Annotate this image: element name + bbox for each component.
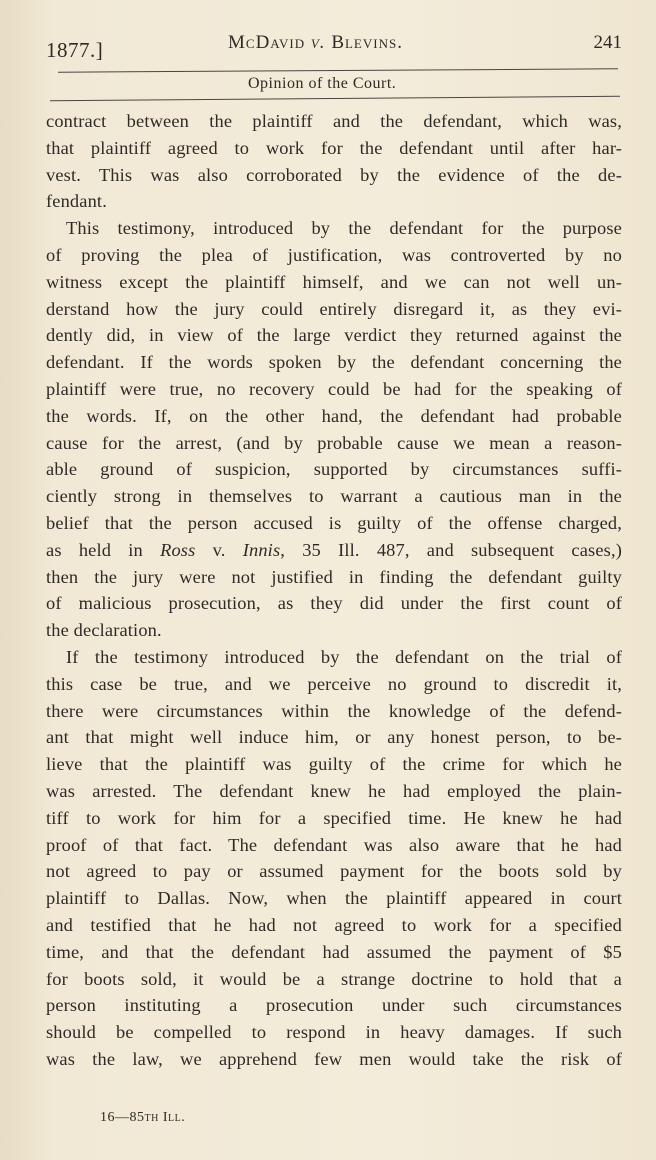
case-title-right: Blevins. [331, 32, 403, 53]
text-line: that plaintiff agreed to work for the defendant until after har- [46, 137, 622, 158]
case-title-left: McDavid [228, 32, 306, 53]
text-line: derstand how the jury could entirely disregard it, as they evi- [46, 298, 622, 319]
text-line: This testimony, introduced by the defendant for the purpose [66, 218, 622, 239]
text-line: of malicious prosecution, as they did under the first count of [46, 593, 622, 614]
section-subheading: Opinion of the Court. [248, 75, 397, 92]
text-line: fendant. [46, 191, 107, 212]
text-line: for boots sold, it would be a strange doctrine to hold that a [46, 968, 622, 989]
header-rule-top [58, 68, 618, 72]
text-line: contract between the plaintiff and the defendant, which was, [46, 111, 622, 131]
text-line: and testified that he had not agreed to work for a specified [46, 914, 622, 935]
case-title [228, 32, 403, 54]
signature-footer: 16—85th Ill. [100, 1110, 186, 1125]
text-line: was arrested. The defendant knew he had employed the plain- [46, 780, 622, 801]
text-line: belief that the person accused is guilty of the offense charged, [46, 512, 622, 533]
running-header [46, 30, 622, 60]
text-line: person instituting a prosecution under such circumstances [46, 995, 622, 1016]
case-title-vs: v. [310, 32, 326, 53]
text-line: able ground of suspicion, supported by circumstances suffi- [46, 459, 622, 480]
text-line: vest. This was also corroborated by the evidence of the de- [46, 164, 622, 185]
text-line: ciently strong in themselves to warrant a cautious man in the [46, 486, 622, 507]
text-line: ant that might well induce him, or any honest person, to be- [46, 727, 622, 748]
text-line: dently did, in view of the large verdict they returned against the [46, 325, 622, 346]
text-line: plaintiff were true, no recovery could be had for the speaking of [46, 378, 622, 399]
text-line: should be compelled to respond in heavy damages. If such [46, 1022, 622, 1043]
text-line: time, and that the defendant had assumed the payment of $5 [46, 941, 622, 962]
text-line: proof of that fact. The defendant was also aware that he had [46, 834, 622, 855]
opinion-body-text [46, 108, 622, 1073]
text-line: If the testimony introduced by the defendant on the trial of [66, 646, 622, 667]
text-line: there were circumstances within the knowledge of the defend- [46, 700, 622, 721]
header-rule-bottom [50, 96, 620, 101]
text-line: cause for the arrest, (and by probable cause we mean a reason- [46, 432, 622, 453]
text-line: defendant. If the words spoken by the defendant concerning the [46, 352, 622, 373]
text-line: this case be true, and we perceive no ground to discredit it, [46, 673, 622, 694]
text-line: plaintiff to Dallas. Now, when the plaintiff appeared in court [46, 888, 622, 909]
text-line: witness except the plaintiff himself, and we can not well un- [46, 271, 622, 292]
text-line: as held in Ross v. Innis, 35 Ill. 487, and subsequent cases,) [46, 539, 622, 560]
text-line: the declaration. [46, 620, 162, 641]
text-line: tiff to work for him for a specified time. He knew he had [46, 807, 622, 828]
text-line: lieve that the plaintiff was guilty of the crime for which he [46, 754, 622, 775]
page-number: 241 [593, 32, 622, 53]
text-line: the words. If, on the other hand, the defendant had probable [46, 405, 622, 426]
text-line: not agreed to pay or assumed payment for the boots sold by [46, 861, 622, 882]
text-line: was the law, we apprehend few men would take the risk of [46, 1048, 622, 1069]
text-line: then the jury were not justified in finding the defendant guilty [46, 566, 622, 587]
header-year: 1877.] [46, 38, 104, 62]
text-line: of proving the plea of justification, was controverted by no [46, 244, 622, 265]
